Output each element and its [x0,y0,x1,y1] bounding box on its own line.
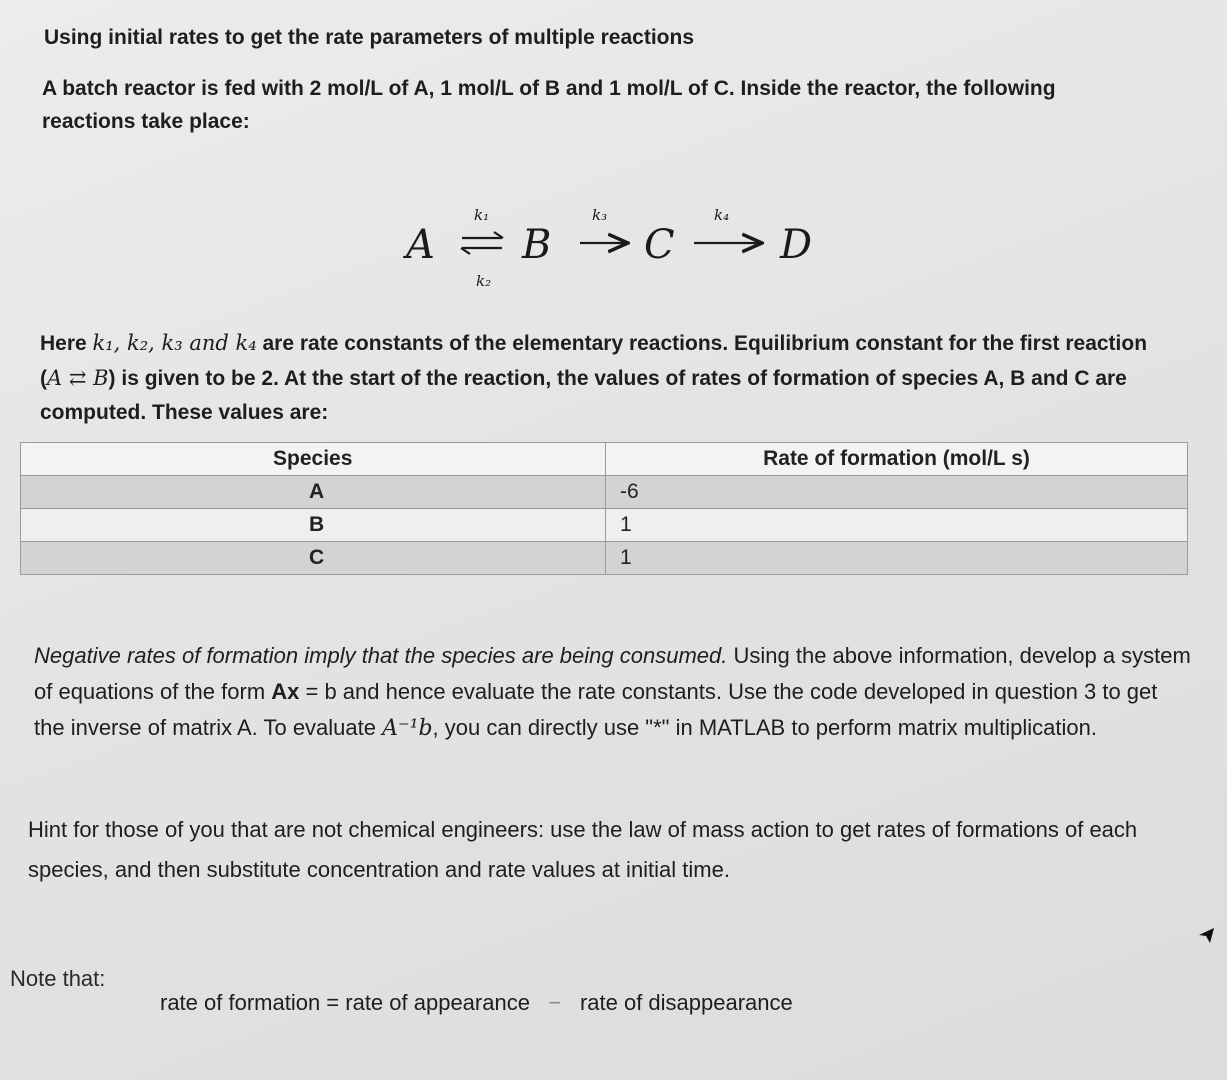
mouse-cursor-icon [1196,924,1218,946]
rate-header: Rate of formation (mol/L s) [606,443,1188,476]
formula-operator: − [548,990,562,1015]
rate-constant-k1: k₁ [474,206,490,224]
paragraph-part-2: are rate constants of the elementary reactions. Equilibrium constant for the first reaction ( [40,332,1148,390]
rate-cell: 1 [606,509,1188,542]
page-title: Using initial rates to get the rate parameters of multiple reactions [44,26,694,49]
first-reaction-symbol: A ⇄ B [47,366,109,390]
reaction-diagram [400,190,840,300]
rate-constant-k3: k₃ [592,206,608,224]
instructions-paragraph [34,638,1194,747]
rate-constant-symbols: k₁, k₂, k₃ and k₄ [92,331,257,355]
table-header-row [21,443,1188,476]
rates-table [20,442,1188,575]
rate-cell: -6 [606,476,1188,509]
table-row [21,476,1188,509]
instructions-part-3: , you can directly use "*" in MATLAB to perform matrix multiplication. [432,715,1097,740]
formula-right: rate of disappearance [579,990,793,1015]
species-d: D [780,222,813,268]
rate-constant-k4: k₄ [714,206,730,224]
intro-text: A batch reactor is fed with 2 mol/L of A, 1 mol/L of B and 1 mol/L of C. Inside the reactor, the following reactions take place: [42,77,1056,133]
table-row [21,542,1188,575]
inverse-expression: A⁻¹b [382,716,433,741]
species-a: A [406,222,435,268]
rate-constant-k2: k₂ [476,272,492,290]
species-c: C [644,222,675,268]
rate-cell: 1 [606,542,1188,575]
hint-paragraph: Hint for those of you that are not chemical engineers: use the law of mass action to get rates of formations of each species, and then substitute concentration and rate values at initial time. [28,817,1138,882]
table-row [21,509,1188,542]
paragraph-part-1: Here [40,332,93,355]
species-b: B [522,222,552,268]
instructions-part-1: Using the above information, develop a system of equations of the form [34,643,1191,704]
note-label: Note that: [10,966,106,991]
species-cell: C [21,542,606,575]
species-cell: A [21,476,606,509]
species-cell: B [21,509,606,542]
instructions-part-2: = b and hence evaluate the rate constants. Use the code developed in question 3 to get the inverse of matrix A. To evaluate [34,679,1158,740]
reaction-scheme [400,190,840,300]
formula-left: rate of formation = rate of appearance [160,990,530,1015]
species-header: Species [21,443,606,476]
ax-term: Ax [271,679,300,704]
rate-formula [160,990,793,1016]
negative-rates-note: Negative rates of formation imply that the species are being consumed. [34,643,728,668]
paragraph-part-3: ) is given to be 2. At the start of the reaction, the values of rates of formation of species A, B and C are computed. These values are: [40,367,1127,424]
rate-constants-paragraph [40,326,1170,430]
